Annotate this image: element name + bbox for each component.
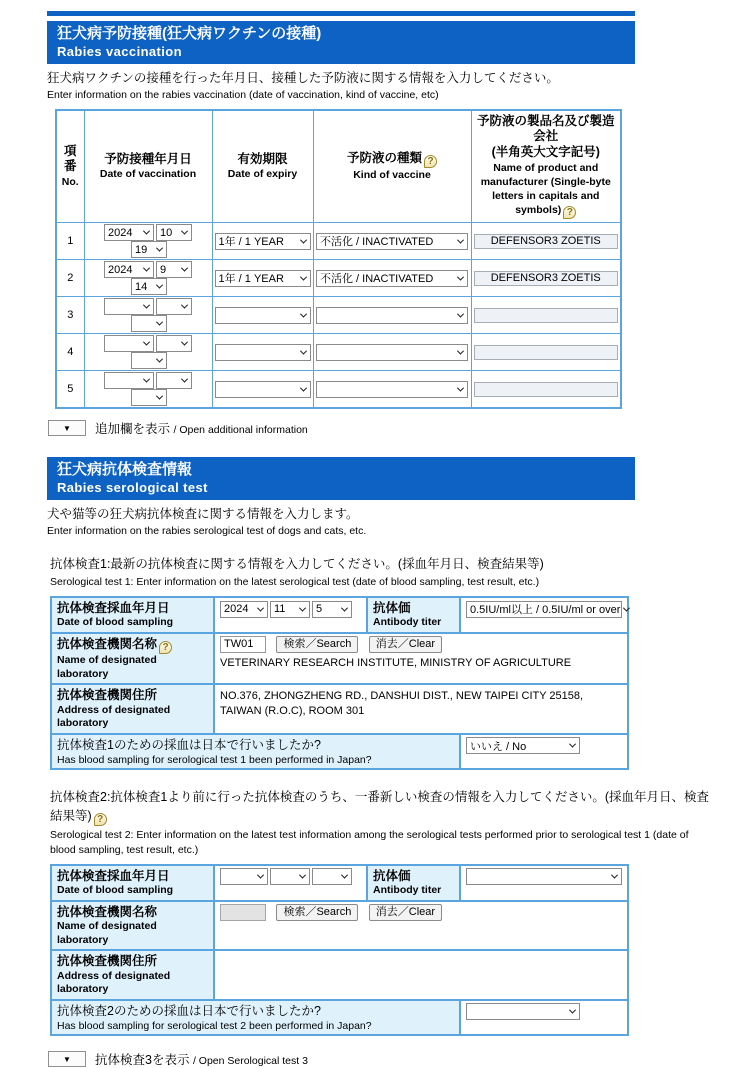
kind-of-vaccine-select[interactable]	[316, 307, 468, 324]
col-header-date-of-expiry: 有効期限 Date of expiry	[212, 110, 313, 223]
vaccination-day-select[interactable]	[131, 352, 167, 369]
instruction-en: Enter information on the rabies vaccination (date of vaccination, kind of vaccine, etc)	[47, 88, 439, 101]
vaccination-date-cell	[84, 371, 212, 409]
vaccination-row-2	[56, 260, 621, 297]
chevron-down-icon	[299, 872, 306, 879]
open-additional-rows-control	[48, 419, 740, 437]
help-icon[interactable]: ?	[94, 813, 107, 826]
row-number: 1	[56, 223, 84, 260]
section-title-ja: 狂犬病予防接種(狂犬病ワクチンの接種)	[57, 25, 322, 42]
test1-japan-answer-select[interactable]: いいえ / No	[466, 737, 580, 754]
test1-month-select[interactable]: 11	[270, 601, 310, 618]
chevron-down-icon	[181, 376, 188, 383]
label-address-of-designated-laboratory: 抗体検査機関住所 Address of designated laboratory	[51, 950, 214, 1000]
kind-of-vaccine-select[interactable]: 不活化 / INACTIVATED	[316, 270, 468, 287]
chevron-down-icon	[299, 236, 306, 243]
chevron-down-icon	[156, 393, 163, 400]
vaccination-row-1	[56, 223, 621, 260]
test1-japan-answer-cell	[460, 734, 628, 770]
vaccination-table	[55, 109, 622, 409]
vaccination-month-select[interactable]: 10	[156, 224, 192, 241]
chevron-down-icon	[299, 347, 306, 354]
test1-laboratory-name-text: VETERINARY RESEARCH INSTITUTE, MINISTRY OF AGRICULTURE	[220, 657, 572, 670]
chevron-down-icon	[457, 347, 464, 354]
chevron-down-icon	[181, 302, 188, 309]
col-header-date-of-vaccination: 予防接種年月日 Date of vaccination	[84, 110, 212, 223]
label-name-of-designated-laboratory: 抗体検査機関名称 ? Name of designated laboratory	[51, 633, 214, 684]
test2-search-button[interactable]: 検索／Search	[276, 904, 358, 921]
chevron-down-icon	[569, 1007, 576, 1014]
vaccination-day-select[interactable]	[131, 389, 167, 406]
chevron-down-icon	[156, 356, 163, 363]
row-number: 4	[56, 334, 84, 371]
open-serological-test3-label: 抗体検査3を表示 / Open Serological test 3	[95, 1053, 308, 1068]
product-name-input[interactable]	[474, 345, 618, 360]
instruction-ja: 狂犬病ワクチンの接種を行った年月日、接種した予防液に関する情報を入力してください。	[47, 70, 559, 85]
vaccination-day-select[interactable]	[131, 315, 167, 332]
chevron-down-icon	[156, 245, 163, 252]
vaccination-month-select[interactable]	[156, 372, 192, 389]
chevron-down-icon	[299, 604, 306, 611]
col-header-product-name: 予防液の製品名及び製造会社 (半角英大文字記号) Name of product and manufacturer (Single-byte letters in capitals and symbols) ?	[471, 110, 621, 223]
chevron-down-icon	[457, 273, 464, 280]
product-name-input[interactable]	[474, 382, 618, 397]
help-icon[interactable]: ?	[159, 641, 172, 654]
vaccination-day-select[interactable]: 14	[131, 278, 167, 295]
kind-of-vaccine-select[interactable]	[316, 381, 468, 398]
test2-laboratory-address-cell	[214, 950, 628, 1000]
label-antibody-titer: 抗体価 Antibody titer	[367, 865, 460, 901]
vaccination-year-select[interactable]	[104, 298, 154, 315]
vaccination-date-cell	[84, 297, 212, 334]
section-header-rabies-serological-test	[47, 457, 635, 500]
vaccination-date-cell	[84, 260, 212, 297]
vaccination-header-row	[56, 110, 621, 223]
test2-laboratory-name-cell	[214, 901, 628, 951]
test1-year-select[interactable]: 2024	[220, 601, 268, 618]
section-title-en: Rabies serological test	[57, 479, 208, 495]
test1-laboratory-address-text: NO.376, ZHONGZHENG RD., DANSHUI DIST., NEW TAIPEI CITY 25158, TAIWAN (R.O.C), ROOM 301	[220, 690, 584, 718]
open-serological-test3-control	[48, 1050, 740, 1068]
test2-laboratory-code-input[interactable]	[220, 904, 266, 921]
expiry-select[interactable]: 1年 / 1 YEAR	[215, 233, 311, 250]
instruction-ja: 犬や猫等の狂犬病抗体検査に関する情報を入力します。	[47, 506, 359, 521]
chevron-down-icon	[143, 376, 150, 383]
open-additional-rows-label: 追加欄を表示 / Open additional information	[95, 422, 308, 437]
vaccination-year-select[interactable]	[104, 335, 154, 352]
chevron-down-icon	[143, 265, 150, 272]
product-name-input[interactable]: DEFENSOR3 ZOETIS	[474, 234, 618, 249]
section-title-ja: 狂犬病抗体検査情報	[57, 461, 193, 479]
label-date-of-blood-sampling: 抗体検査採血年月日 Date of blood sampling	[51, 865, 214, 901]
serological-test1-intro: 抗体検査1:最新の抗体検査に関する情報を入力してください。(採血年月日、検査結果等) Serological test 1: Enter information on the latest serological test (date of blood sampling, test result, etc.)	[50, 556, 544, 589]
label-antibody-titer: 抗体価 Antibody titer	[367, 597, 460, 633]
chevron-down-icon	[299, 273, 306, 280]
test1-laboratory-code-input[interactable]: TW01	[220, 636, 266, 653]
chevron-down-icon	[181, 339, 188, 346]
vaccination-year-select[interactable]	[104, 372, 154, 389]
test1-laboratory-address-cell	[214, 684, 628, 734]
vaccination-date-cell	[84, 223, 212, 260]
open-serological-test3-button[interactable]	[48, 1051, 86, 1067]
row-number: 3	[56, 297, 84, 334]
test2-year-select[interactable]	[220, 868, 268, 885]
product-name-input[interactable]: DEFENSOR3 ZOETIS	[474, 271, 618, 286]
test1-laboratory-name-cell	[214, 633, 628, 684]
label-date-of-blood-sampling: 抗体検査採血年月日 Date of blood sampling	[51, 597, 214, 633]
chevron-down-icon	[181, 265, 188, 272]
serological-test1-table	[50, 596, 629, 770]
vaccination-instructions	[47, 68, 740, 101]
previous-section-divider	[47, 11, 635, 16]
chevron-down-icon	[181, 228, 188, 235]
serological-test2-intro: 抗体検査2:抗体検査1より前に行った抗体検査のうち、一番新しい検査の情報を入力してください。(採血年月日、検査結果等) ? Serological test 2: Enter information on the latest test information among the serological tests performed prior to serological test 1 (date of blood sampling, test result, etc.)	[50, 790, 710, 856]
chevron-down-icon	[143, 339, 150, 346]
test2-antibody-titer-cell	[460, 865, 628, 901]
test2-clear-button[interactable]: 消去／Clear	[369, 904, 442, 921]
chevron-down-icon	[156, 282, 163, 289]
chevron-down-icon	[623, 604, 630, 611]
chevron-down-icon	[257, 872, 264, 879]
expiry-select[interactable]	[215, 344, 311, 361]
chevron-down-icon	[569, 741, 576, 748]
expiry-select[interactable]	[215, 307, 311, 324]
vaccination-row-3	[56, 297, 621, 334]
vaccination-month-select[interactable]	[156, 298, 192, 315]
vaccination-month-select[interactable]: 9	[156, 261, 192, 278]
chevron-down-icon	[299, 310, 306, 317]
chevron-down-icon	[457, 384, 464, 391]
open-additional-rows-button[interactable]	[48, 420, 86, 436]
chevron-down-icon	[341, 872, 348, 879]
vaccination-year-select[interactable]: 2024	[104, 224, 154, 241]
test1-sampling-date-cell	[214, 597, 367, 633]
chevron-down-icon	[299, 384, 306, 391]
kind-of-vaccine-select[interactable]: 不活化 / INACTIVATED	[316, 233, 468, 250]
vaccination-date-cell	[84, 334, 212, 371]
test1-antibody-titer-cell	[460, 597, 628, 633]
vaccination-day-select[interactable]: 19	[131, 241, 167, 258]
chevron-down-icon	[143, 228, 150, 235]
vaccination-year-select[interactable]: 2024	[104, 261, 154, 278]
test2-antibody-titer-select[interactable]	[466, 868, 622, 885]
test1-antibody-titer-select[interactable]: 0.5IU/ml以上 / 0.5IU/ml or over	[466, 601, 622, 618]
col-header-kind-of-vaccine: 予防液の種類 ? Kind of vaccine	[313, 110, 471, 223]
expiry-select[interactable]	[215, 381, 311, 398]
section-title-en: Rabies vaccination	[57, 43, 182, 59]
test2-japan-answer-select[interactable]	[466, 1003, 580, 1020]
vaccination-row-5	[56, 371, 621, 409]
instruction-en: Enter information on the rabies serological test of dogs and cats, etc.	[47, 524, 367, 537]
test1-japan-question: 抗体検査1のための採血は日本で行いましたか? Has blood sampling for serological test 1 been performed in Japan?	[51, 734, 460, 770]
serological-test2-table	[50, 864, 629, 1036]
kind-of-vaccine-select[interactable]	[316, 344, 468, 361]
chevron-down-icon	[457, 236, 464, 243]
serology-instructions	[47, 504, 740, 537]
chevron-down-icon	[457, 310, 464, 317]
chevron-down-icon	[143, 302, 150, 309]
expiry-select[interactable]: 1年 / 1 YEAR	[215, 270, 311, 287]
help-icon[interactable]: ?	[563, 206, 576, 219]
label-address-of-designated-laboratory: 抗体検査機関住所 Address of designated laboratory	[51, 684, 214, 734]
section-header-rabies-vaccination	[47, 21, 635, 64]
test2-japan-question: 抗体検査2のための採血は日本で行いましたか? Has blood sampling for serological test 2 been performed in Japan?	[51, 1000, 460, 1036]
test1-day-select[interactable]: 5	[312, 601, 352, 618]
test2-japan-answer-cell	[460, 1000, 628, 1036]
row-number: 2	[56, 260, 84, 297]
vaccination-month-select[interactable]	[156, 335, 192, 352]
test2-sampling-date-cell	[214, 865, 367, 901]
product-name-input[interactable]	[474, 308, 618, 323]
test2-month-select[interactable]	[270, 868, 310, 885]
help-icon[interactable]: ?	[424, 155, 437, 168]
triangle-down-icon: ▼	[63, 423, 71, 433]
test1-search-button[interactable]: 検索／Search	[276, 636, 358, 653]
col-header-no: 項番 No.	[56, 110, 84, 223]
vaccination-row-4	[56, 334, 621, 371]
label-name-of-designated-laboratory: 抗体検査機関名称 Name of designated laboratory	[51, 901, 214, 951]
chevron-down-icon	[156, 319, 163, 326]
chevron-down-icon	[611, 872, 618, 879]
test2-day-select[interactable]	[312, 868, 352, 885]
chevron-down-icon	[341, 604, 348, 611]
test1-clear-button[interactable]: 消去／Clear	[369, 636, 442, 653]
row-number: 5	[56, 371, 84, 409]
triangle-down-icon: ▼	[63, 1054, 71, 1064]
chevron-down-icon	[257, 604, 264, 611]
